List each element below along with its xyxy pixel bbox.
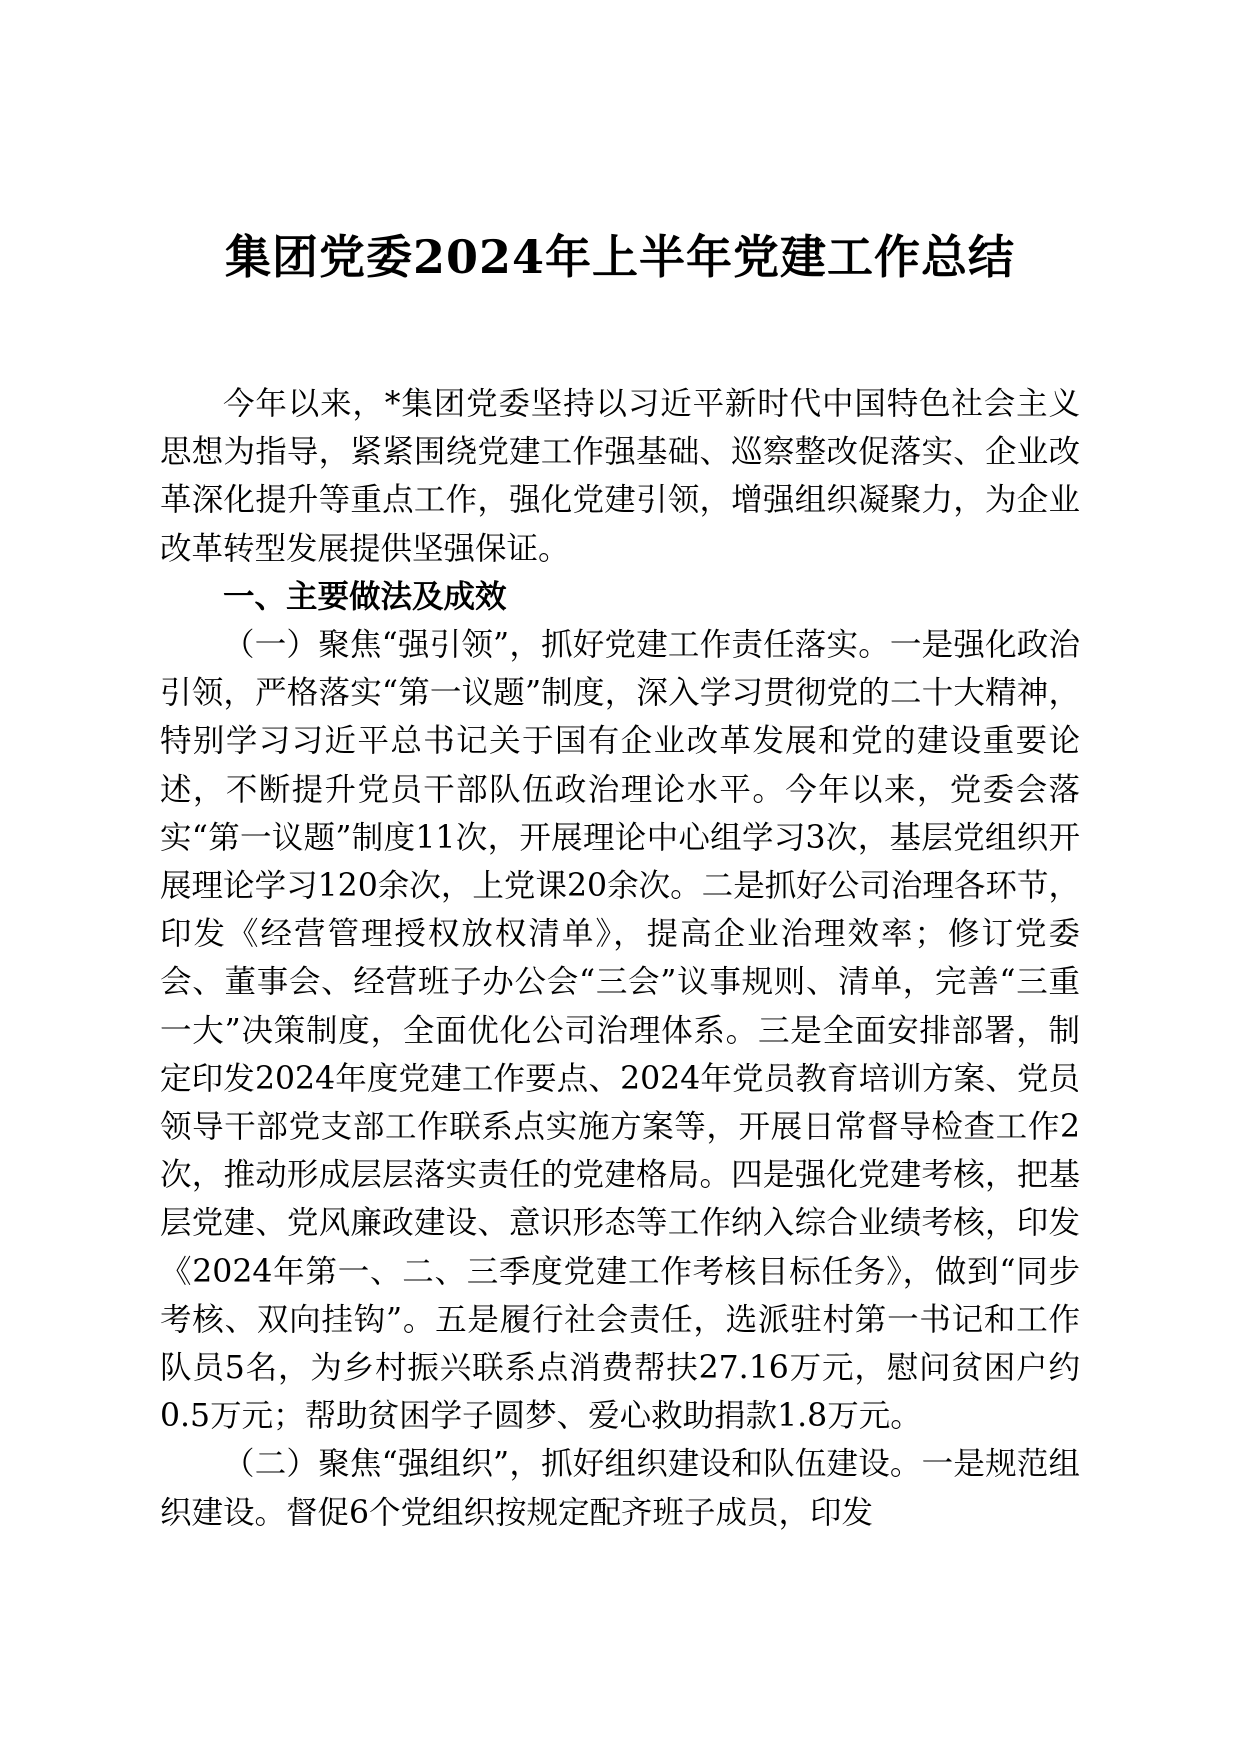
- document-body: [160, 380, 1080, 1537]
- document-title: 集团党委2024年上半年党建工作总结: [224, 230, 1016, 284]
- intro-paragraph: 今年以来，*集团党委坚持以习近平新时代中国特色社会主义思想为指导，紧紧围绕党建工作强基础、巡察整改促落实、企业改革深化提升等重点工作，强化党建引领，增强组织凝聚力，为企业改革转型发展提供坚强保证。: [160, 386, 1080, 567]
- subsection-paragraph-leadership: （一）聚焦“强引领”，抓好党建工作责任落实。一是强化政治引领，严格落实“第一议题”制度，深入学习贯彻党的二十大精神，特别学习习近平总书记关于国有企业改革发展和党的建设重要论述，不断提升党员干部队伍政治理论水平。今年以来，党委会落实“第一议题”制度11次，开展理论中心组学习3次，基层党组织开展理论学习120余次，上党课20余次。二是抓好公司治理各环节，印发《经营管理授权放权清单》，提高企业治理效率；修订党委会、董事会、经营班子办公会“三会”议事规则、清单，完善“三重一大”决策制度，全面优化公司治理体系。三是全面安排部署，制定印发2024年度党建工作要点、2024年党员教育培训方案、党员领导干部党支部工作联系点实施方案等，开展日常督导检查工作2次，推动形成层层落实责任的党建格局。四是强化党建考核，把基层党建、党风廉政建设、意识形态等工作纳入综合业绩考核，印发《2024年第一、二、三季度党建工作考核目标任务》，做到“同步考核、双向挂钩”。五是履行社会责任，选派驻村第一书记和工作队员5名，为乡村振兴联系点消费帮扶27.16万元，慰问贫困户约0.5万元；帮助贫困学子圆梦、爱心救助捐款1.8万元。: [160, 627, 1080, 1435]
- subsection-paragraph-organization: （二）聚焦“强组织”，抓好组织建设和队伍建设。一是规范组织建设。督促6个党组织按规定配齐班子成员，印发: [160, 1446, 1080, 1531]
- section-heading-main-practices: 一、主要做法及成效: [223, 578, 507, 615]
